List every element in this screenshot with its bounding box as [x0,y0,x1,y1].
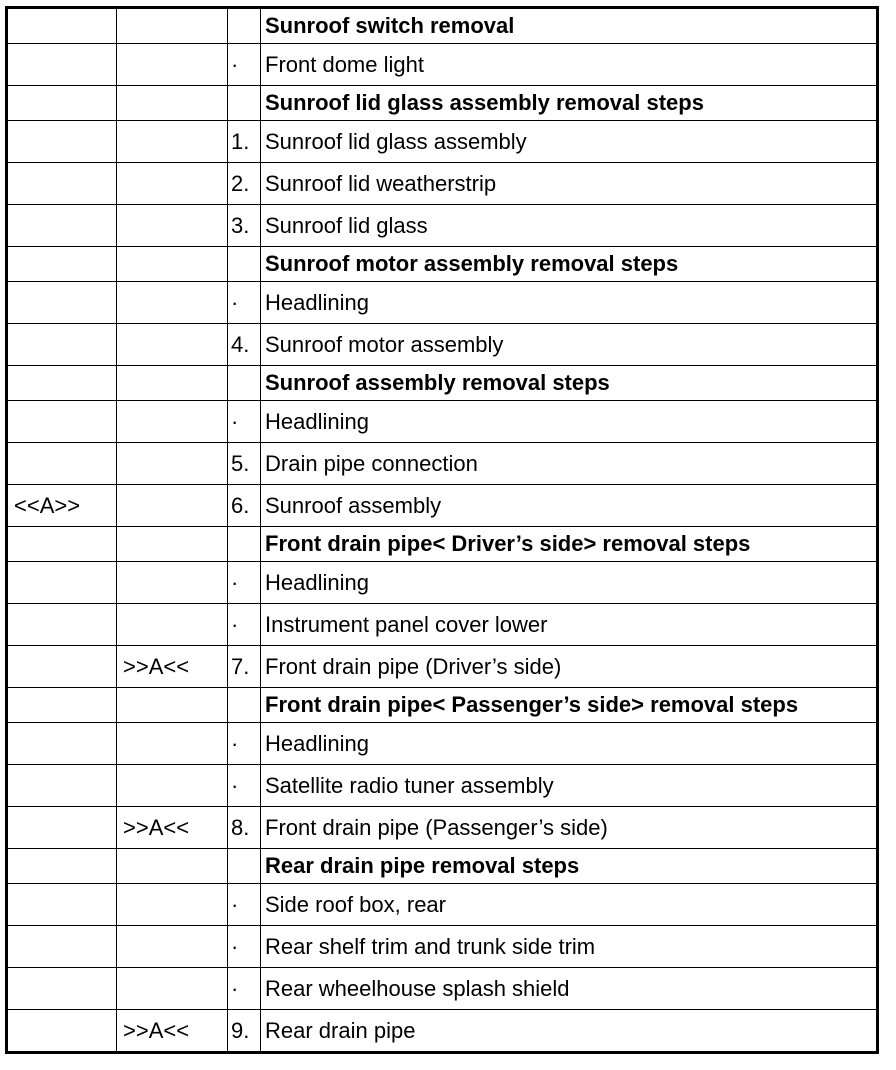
step-number-cell: · [228,884,261,926]
section-heading-row [7,527,878,562]
step-number-cell: · [228,723,261,765]
step-number-cell: 9. [228,1010,261,1053]
reference-note-b-cell [117,562,228,604]
reference-note-a-cell [7,324,117,366]
reference-note-a-cell [7,562,117,604]
step-description-cell: Rear shelf trim and trunk side trim [261,926,878,968]
step-description-cell: Drain pipe connection [261,443,878,485]
step-description-cell: Sunroof motor assembly [261,324,878,366]
reference-note-b-cell [117,849,228,884]
reference-note-a-cell [7,765,117,807]
reference-note-b-cell [117,884,228,926]
reference-note-b-cell: >>A<< [117,807,228,849]
reference-note-b-cell [117,926,228,968]
reference-note-b-cell [117,527,228,562]
reference-note-a-cell [7,247,117,282]
step-number-cell [228,247,261,282]
step-number-cell: · [228,282,261,324]
reference-note-b-cell [117,44,228,86]
section-heading-text: Sunroof switch removal [261,8,878,44]
step-description-cell: Front drain pipe (Passenger’s side) [261,807,878,849]
reference-note-b-cell [117,324,228,366]
step-row [7,205,878,247]
step-number-cell [228,366,261,401]
reference-note-b-cell [117,247,228,282]
reference-note-a-cell [7,527,117,562]
step-number-cell [228,688,261,723]
reference-note-a-cell [7,121,117,163]
reference-note-a-cell [7,205,117,247]
step-number-cell: 3. [228,205,261,247]
step-description-cell: Sunroof assembly [261,485,878,527]
step-description-cell: Front dome light [261,44,878,86]
step-number-cell: 4. [228,324,261,366]
step-row [7,324,878,366]
step-description-cell: Headlining [261,562,878,604]
step-description-cell: Rear wheelhouse splash shield [261,968,878,1010]
reference-note-a-cell [7,807,117,849]
reference-note-a-cell [7,926,117,968]
reference-note-a-cell [7,443,117,485]
step-row [7,968,878,1010]
reference-note-a-cell: <<A>> [7,485,117,527]
step-number-cell [228,527,261,562]
reference-note-a-cell [7,8,117,44]
reference-note-a-cell [7,366,117,401]
step-row [7,646,878,688]
reference-note-b-cell [117,485,228,527]
section-heading-row [7,8,878,44]
reference-note-b-cell: >>A<< [117,1010,228,1053]
step-number-cell: · [228,765,261,807]
reference-note-b-cell [117,121,228,163]
step-row [7,163,878,205]
reference-note-b-cell [117,86,228,121]
reference-note-b-cell [117,968,228,1010]
step-number-cell [228,849,261,884]
step-number-cell: 8. [228,807,261,849]
step-description-cell: Sunroof lid glass assembly [261,121,878,163]
step-number-cell: 1. [228,121,261,163]
section-heading-row [7,366,878,401]
section-heading-row [7,849,878,884]
step-number-cell: · [228,401,261,443]
step-row [7,765,878,807]
step-number-cell: 5. [228,443,261,485]
step-number-cell: 2. [228,163,261,205]
removal-steps-table [5,6,879,1054]
reference-note-b-cell [117,723,228,765]
step-row [7,44,878,86]
step-row [7,926,878,968]
section-heading-text: Sunroof lid glass assembly removal steps [261,86,878,121]
reference-note-b-cell: >>A<< [117,646,228,688]
reference-note-b-cell [117,765,228,807]
reference-note-a-cell [7,86,117,121]
step-row [7,121,878,163]
reference-note-a-cell [7,401,117,443]
reference-note-a-cell [7,723,117,765]
step-number-cell: · [228,604,261,646]
reference-note-a-cell [7,163,117,205]
reference-note-b-cell [117,366,228,401]
step-description-cell: Satellite radio tuner assembly [261,765,878,807]
step-row [7,485,878,527]
step-description-cell: Sunroof lid glass [261,205,878,247]
step-description-cell: Headlining [261,723,878,765]
reference-note-b-cell [117,282,228,324]
step-description-cell: Rear drain pipe [261,1010,878,1053]
section-heading-row [7,247,878,282]
section-heading-text: Sunroof assembly removal steps [261,366,878,401]
reference-note-a-cell [7,688,117,723]
reference-note-b-cell [117,401,228,443]
step-number-cell [228,86,261,121]
step-row [7,1010,878,1053]
reference-note-b-cell [117,688,228,723]
step-number-cell: · [228,968,261,1010]
step-description-cell: Sunroof lid weatherstrip [261,163,878,205]
reference-note-b-cell [117,205,228,247]
removal-steps-body [7,8,878,1053]
step-number-cell: 6. [228,485,261,527]
step-row [7,807,878,849]
reference-note-b-cell [117,604,228,646]
step-number-cell: · [228,44,261,86]
reference-note-a-cell [7,604,117,646]
step-row [7,443,878,485]
reference-note-a-cell [7,849,117,884]
section-heading-text: Rear drain pipe removal steps [261,849,878,884]
step-description-cell: Side roof box, rear [261,884,878,926]
step-number-cell: · [228,926,261,968]
step-number-cell: 7. [228,646,261,688]
reference-note-b-cell [117,163,228,205]
section-heading-row [7,688,878,723]
reference-note-b-cell [117,443,228,485]
reference-note-a-cell [7,282,117,324]
reference-note-a-cell [7,1010,117,1053]
section-heading-text: Front drain pipe< Driver’s side> removal steps [261,527,878,562]
step-row [7,604,878,646]
step-description-cell: Headlining [261,282,878,324]
step-description-cell: Instrument panel cover lower [261,604,878,646]
reference-note-a-cell [7,968,117,1010]
section-heading-text: Sunroof motor assembly removal steps [261,247,878,282]
step-description-cell: Front drain pipe (Driver’s side) [261,646,878,688]
step-row [7,562,878,604]
reference-note-b-cell [117,8,228,44]
step-number-cell [228,8,261,44]
step-row [7,723,878,765]
step-row [7,884,878,926]
reference-note-a-cell [7,646,117,688]
section-heading-row [7,86,878,121]
step-description-cell: Headlining [261,401,878,443]
reference-note-a-cell [7,884,117,926]
step-row [7,282,878,324]
step-row [7,401,878,443]
section-heading-text: Front drain pipe< Passenger’s side> removal steps [261,688,878,723]
step-number-cell: · [228,562,261,604]
reference-note-a-cell [7,44,117,86]
